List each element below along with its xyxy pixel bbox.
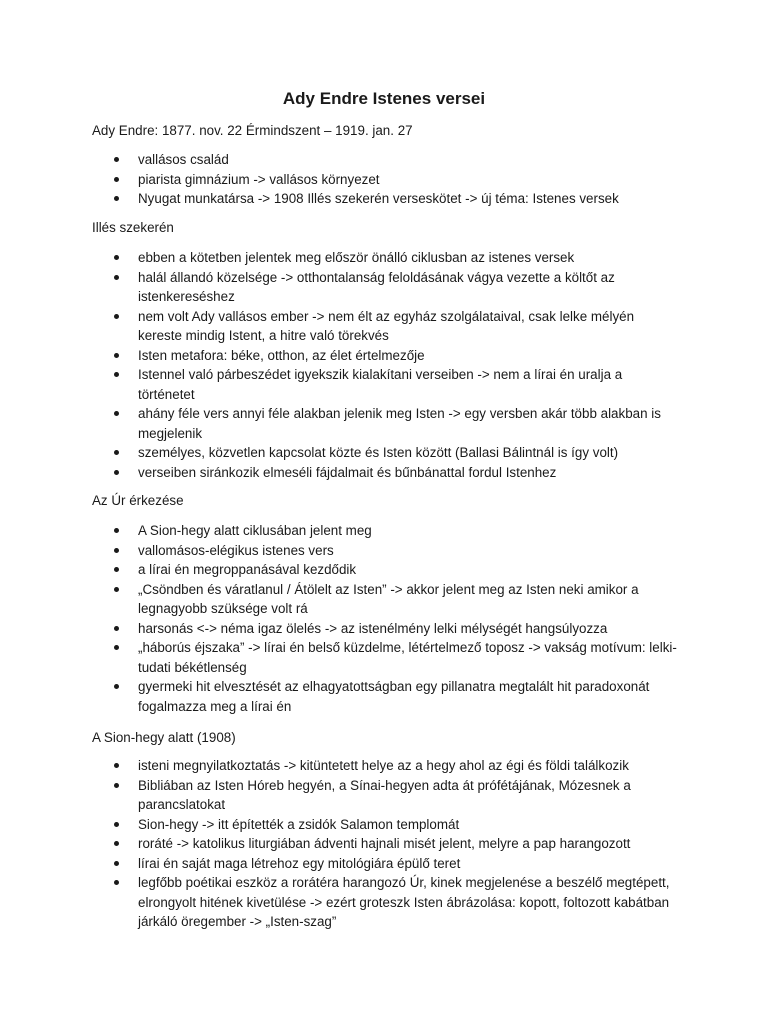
bullet-list-intro <box>92 150 677 209</box>
list-item: harsonás <-> néma igaz ölelés -> az istenélmény lelki mélységét hangsúlyozza <box>92 619 677 639</box>
dates-line: Ady Endre: 1877. nov. 22 Érmindszent – 1919. jan. 27 <box>92 123 413 138</box>
list-item: legfőbb poétikai eszköz a rorátéra harangozó Úr, kinek megjelenése a beszélő megtépett, elrongyolt hitének kivetülése -> ezért groteszk Isten ábrázolása: kopott, foltozott kabátban járkáló öregember -> „Isten-szag” <box>92 873 677 932</box>
list-item: verseiben siránkozik elmeséli fájdalmait és bűnbánattal fordul Istenhez <box>92 463 677 483</box>
list-item: roráté -> katolikus liturgiában ádventi hajnali misét jelent, melyre a pap harangozott <box>92 834 677 854</box>
list-item: ahány féle vers annyi féle alakban jelenik meg Isten -> egy versben akár több alakban is megjelenik <box>92 404 677 443</box>
list-item: Nyugat munkatársa -> 1908 Illés szekerén verseskötet -> új téma: Istenes versek <box>92 189 677 209</box>
list-item: a lírai én megroppanásával kezdődik <box>92 560 677 580</box>
list-item: A Sion-hegy alatt ciklusában jelent meg <box>92 521 677 541</box>
list-item: személyes, közvetlen kapcsolat közte és Isten között (Ballasi Bálintnál is így volt) <box>92 443 677 463</box>
list-item: lírai én saját maga létrehoz egy mitológiára épülő teret <box>92 854 677 874</box>
bullet-list-illes-szekeren <box>92 248 677 482</box>
bullet-list-a-sion-hegy-alatt <box>92 756 677 932</box>
list-item: „Csöndben és váratlanul / Átölelt az Isten” -> akkor jelent meg az Isten neki amikor a legnagyobb szüksége volt rá <box>92 580 677 619</box>
list-item: gyermeki hit elvesztését az elhagyatottságban egy pillanatra megtalált hit paradoxonát fogalmazza meg a lírai én <box>92 677 677 716</box>
section-heading-az-ur-erkezese: Az Úr érkezése <box>92 493 184 508</box>
list-item: isteni megnyilatkoztatás -> kitüntetett helye az a hegy ahol az égi és földi találkozik <box>92 756 677 776</box>
list-item: piarista gimnázium -> vallásos környezet <box>92 170 677 190</box>
bullet-list-az-ur-erkezese <box>92 521 677 716</box>
list-item: Sion-hegy -> itt építették a zsidók Salamon templomát <box>92 815 677 835</box>
list-item: vallomásos-elégikus istenes vers <box>92 541 677 561</box>
section-heading-a-sion-hegy-alatt: A Sion-hegy alatt (1908) <box>92 730 236 745</box>
list-item: Bibliában az Isten Hóreb hegyén, a Sínai-hegyen adta át prófétájának, Mózesnek a parancslatokat <box>92 776 677 815</box>
list-item: Isten metafora: béke, otthon, az élet értelmezője <box>92 346 677 366</box>
section-heading-illes-szekeren: Illés szekerén <box>92 220 174 235</box>
page-title: Ady Endre Istenes versei <box>282 89 486 108</box>
list-item: vallásos család <box>92 150 677 170</box>
list-item: halál állandó közelsége -> otthontalanság feloldásának vágya vezette a költőt az istenkereséshez <box>92 268 677 307</box>
list-item: nem volt Ady vallásos ember -> nem élt az egyház szolgálataival, csak lelke mélyén kereste mindig Istent, a hitre való törekvés <box>92 307 677 346</box>
list-item: ebben a kötetben jelentek meg először önálló ciklusban az istenes versek <box>92 248 677 268</box>
list-item: Istennel való párbeszédet igyekszik kialakítani verseiben -> nem a lírai én uralja a történetet <box>92 365 677 404</box>
list-item: „háborús éjszaka” -> lírai én belső küzdelme, létértelmező toposz -> vakság motívum: lelki-tudati békétlenség <box>92 638 677 677</box>
